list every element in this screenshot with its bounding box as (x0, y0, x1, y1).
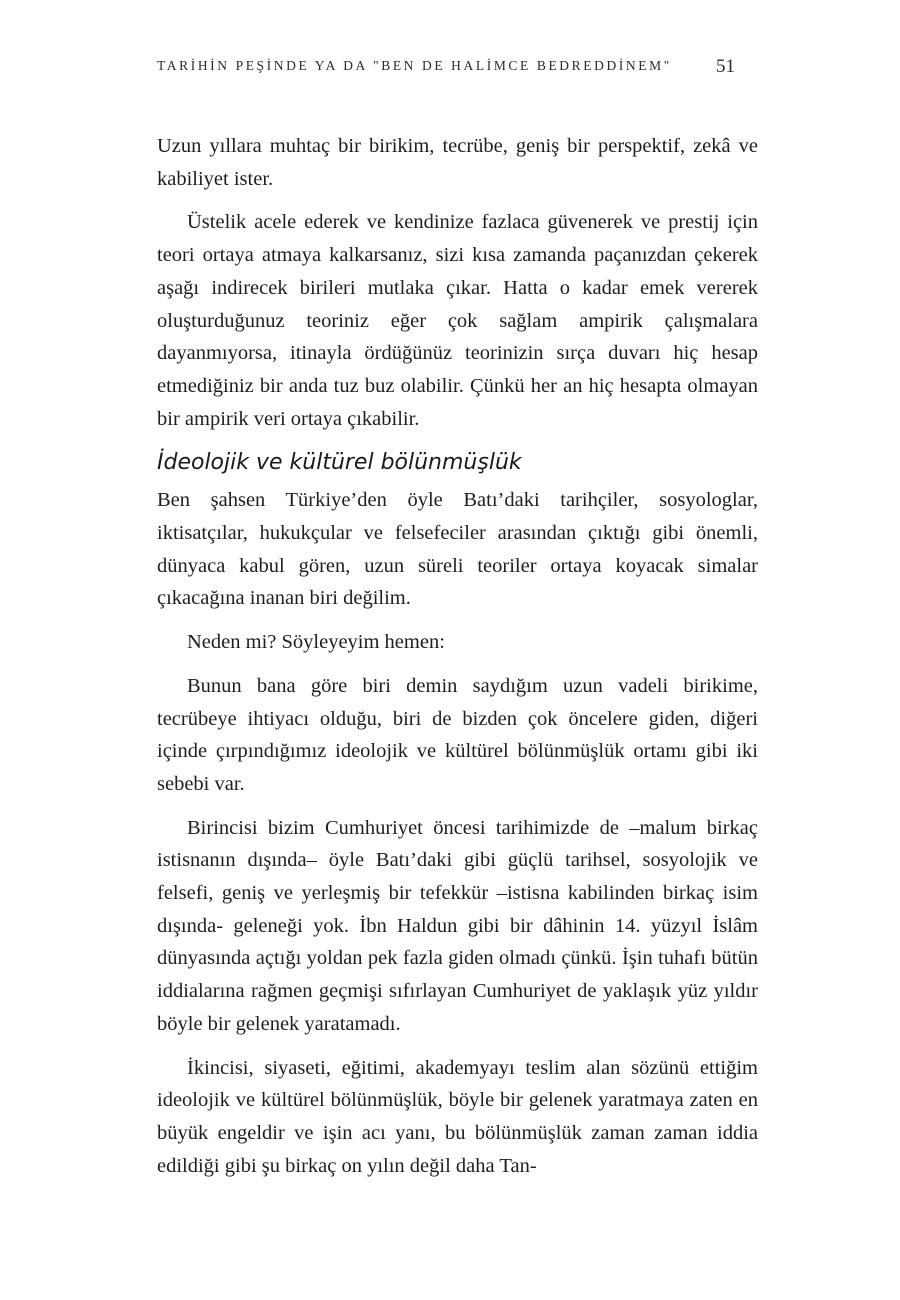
paragraph: Neden mi? Söyleyeyim hemen: (187, 631, 445, 654)
paragraph: Ben şahsen Türkiye’den öyle Batı’daki tarihçiler, sosyologlar, iktisatçılar, hukukçular ve felsefeciler arasından çıktığı gibi önemli, dünyaca kabul gören, uzun süreli teoriler ortaya koyacak simalar çıkacağına inanan biri değilim. (157, 489, 758, 610)
body-text (157, 130, 758, 1193)
paragraph: Birincisi bizim Cumhuriyet öncesi tarihimizde de –malum birkaç istisnanın dışında– öyle Batı’daki gibi güçlü tarihsel, sosyolojik ve felsefi, geniş ve yerleşmiş bir tefekkür –istisna kabilinden birkaç isim dışında- geleneği yok. İbn Haldun gibi bir dâhinin 14. yüzyıl İslâm dünyasında açtığı yoldan pek fazla giden olmadı çünkü. İşin tuhafı bütün iddialarına rağmen geçmişi sıfırlayan Cumhuriyet de yaklaşık yüz yıldır böyle bir gelenek yaratamadı. (157, 816, 758, 1035)
paragraph: Bunun bana göre biri demin saydığım uzun vadeli birikime, tecrübeye ihtiyacı olduğu, biri de bizden çok öncelere giden, diğeri içinde çırpındığımız ideolojik ve kültürel bölünmüşlük ortamı gibi iki sebebi var. (157, 674, 758, 795)
paragraph: Üstelik acele ederek ve kendinize fazlaca güvenerek ve prestij için teori ortaya atmaya kalkarsanız, sizi kısa zamanda paçanızdan çekerek aşağı indirecek birileri mutlaka çıkar. Hatta o kadar emek vererek oluşturduğunuz teoriniz eğer çok sağlam ampirik çalışmalara dayanmıyorsa, itinayla ördüğünüz teorinizin sırça duvarı hiç hesap etmediğiniz bir anda tuz buz olabilir. Çünkü her an hiç hesapta olmayan bir ampirik veri ortaya çıkabilir. (157, 211, 758, 430)
paragraph-continuation: Uzun yıllara muhtaç bir birikim, tecrübe, geniş bir perspektif, zekâ ve kabiliyet ister. (157, 135, 758, 190)
paragraph: İkincisi, siyaseti, eğitimi, akademyayı teslim alan sözünü ettiğim ideolojik ve kültürel bölünmüşlük, böyle bir gelenek yaratmaya zaten en büyük engeldir ve işin acı yanı, bu bölünmüşlük zaman zaman iddia edildiği gibi şu birkaç on yılın değil daha Tan- (157, 1056, 758, 1177)
page-number: 51 (716, 56, 735, 77)
running-head: TARİHİN PEŞİNDE YA DA "BEN DE HALİMCE BEDREDDİNEM" (157, 58, 672, 73)
section-heading: İdeolojik ve kültürel bölünmüşlük (157, 450, 522, 476)
